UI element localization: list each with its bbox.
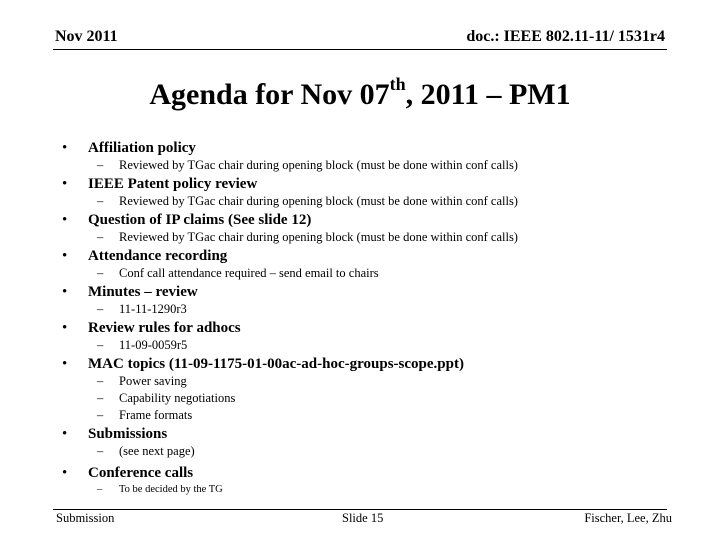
bullet-icon: • <box>62 356 68 372</box>
dash-icon: – <box>97 194 104 208</box>
dash-icon: – <box>97 338 104 352</box>
dash-icon: – <box>97 444 104 458</box>
bullet-icon: • <box>62 248 68 264</box>
agenda-subitem-text: Power saving <box>119 374 187 388</box>
agenda-item-label: Submissions <box>88 426 168 442</box>
agenda-subitem-text: To be decided by the TG <box>119 484 223 495</box>
dash-icon: – <box>97 391 104 405</box>
agenda-subitem-text: Frame formats <box>119 408 193 422</box>
bullet-icon: • <box>62 284 68 300</box>
slide-title <box>0 74 720 112</box>
footer-rule <box>53 509 667 510</box>
agenda-item-label: Attendance recording <box>88 248 228 264</box>
dash-icon: – <box>97 230 104 244</box>
dash-icon: – <box>97 158 104 172</box>
footer-authors: Fischer, Lee, Zhu <box>584 511 672 525</box>
agenda-item-label: IEEE Patent policy review <box>88 176 258 192</box>
dash-icon: – <box>97 408 104 422</box>
footer-submission: Submission <box>56 511 115 525</box>
agenda-subitem-text: Reviewed by TGac chair during opening block (must be done within conf calls) <box>119 158 518 172</box>
dash-icon: – <box>97 374 104 388</box>
agenda-item-label: MAC topics (11-09-1175-01-00ac-ad-hoc-groups-scope.ppt) <box>88 356 464 372</box>
agenda-item-label: Conference calls <box>88 465 194 481</box>
agenda-item-label: Affiliation policy <box>88 140 196 156</box>
footer-slide-number: Slide 15 <box>342 511 384 525</box>
bullet-icon: • <box>62 465 68 481</box>
agenda-subitem-text: Reviewed by TGac chair during opening block (must be done within conf calls) <box>119 230 518 244</box>
bullet-icon: • <box>62 140 68 156</box>
agenda-item-label: Review rules for adhocs <box>88 320 241 336</box>
agenda-subitem-text: 11-11-1290r3 <box>119 302 187 316</box>
header-rule <box>53 49 667 50</box>
bullet-icon: • <box>62 320 68 336</box>
dash-icon: – <box>97 266 104 280</box>
agenda-item-label: Minutes – review <box>88 284 198 300</box>
bullet-icon: • <box>62 212 68 228</box>
title-date-suffix: , 2011 – PM1 <box>405 78 571 111</box>
agenda-subitem-text: Reviewed by TGac chair during opening block (must be done within conf calls) <box>119 194 518 208</box>
agenda-subitem-text: Conf call attendance required – send email to chairs <box>119 266 379 280</box>
title-superscript: th <box>389 74 406 94</box>
title-main: Agenda for Nov 07 <box>149 78 390 111</box>
bullet-icon: • <box>62 176 68 192</box>
agenda-subitem-text: (see next page) <box>119 444 195 458</box>
agenda-item-label: Question of IP claims (See slide 12) <box>88 212 312 228</box>
agenda-subitem-text: 11-09-0059r5 <box>119 338 188 352</box>
header-date: Nov 2011 <box>55 28 118 45</box>
agenda-subitem-text: Capability negotiations <box>119 391 236 405</box>
dash-icon: – <box>97 484 103 495</box>
header-doc-id: doc.: IEEE 802.11-11/ 1531r4 <box>466 28 665 45</box>
dash-icon: – <box>97 302 104 316</box>
bullet-icon: • <box>62 426 68 442</box>
